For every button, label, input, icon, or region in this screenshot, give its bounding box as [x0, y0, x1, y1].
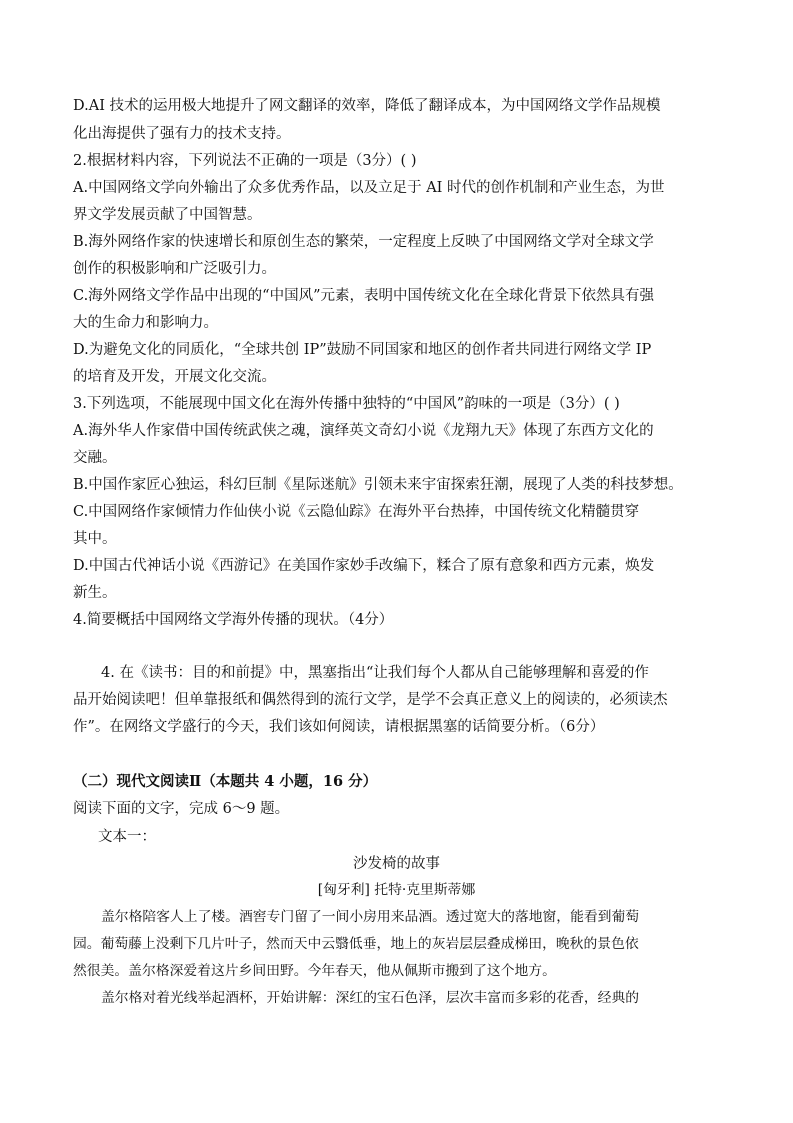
- section-heading: （二）现代文阅读Ⅱ（本题共 4 小题，16 分）: [73, 773, 378, 790]
- q2-option-d-line1: D.为避免文化的同质化，“全球共创 IP”鼓励不同国家和地区的创作者共同进行网络文学 IP: [73, 342, 652, 358]
- q3-option-d-line2: 新生。: [73, 585, 117, 601]
- story-p1-line1: 盖尔格陪客人上了楼。酒窖专门留了一间小房用来品酒。透过宽大的落地窗，能看到葡萄: [101, 909, 640, 925]
- q3-stem: 3.下列选项，不能展现中国文化在海外传播中独特的“中国风”韵味的一项是（3分）( ): [73, 396, 620, 412]
- q4b-line2: 品开始阅读吧！但单靠报纸和偶然得到的流行文学，是学不会真正意义上的阅读的，必须读杰: [73, 692, 668, 708]
- q3-option-a-line2: 交融。: [73, 450, 117, 466]
- q2-option-a-line2: 界文学发展贡献了中国智慧。: [73, 207, 262, 223]
- q2-option-c-line1: C.海外网络文学作品中出现的“中国风”元素，表明中国传统文化在全球化背景下依然具有强: [73, 288, 655, 304]
- q4b-line1: 4. 在《读书：目的和前提》中，黑塞指出“让我们每个人都从自己能够理解和喜爱的作: [101, 665, 649, 681]
- story-p1-line2: 园。葡萄藤上没剩下几片叶子，然而天中云翳低垂，地上的灰岩层层叠成梯田，晚秋的景色依: [73, 936, 639, 952]
- q2-option-b-line2: 创作的积极影响和广泛吸引力。: [73, 261, 276, 277]
- q2-option-b-line1: B.海外网络作家的快速增长和原创生态的繁荣，一定程度上反映了中国网络文学对全球文学: [73, 234, 654, 250]
- text-one-label: 文本一：: [98, 829, 156, 845]
- story-title: 沙发椅的故事: [353, 856, 440, 872]
- q3-option-d-line1: D.中国古代神话小说《西游记》在美国作家妙手改编下，糅合了原有意象和西方元素，焕发: [73, 558, 655, 574]
- q3-option-c-line1: C.中国网络作家倾情力作仙侠小说《云隐仙踪》在海外平台热捧，中国传统文化精髓贯穿: [73, 504, 640, 520]
- q1-option-d-line2: 化出海提供了强有力的技术支持。: [73, 126, 291, 142]
- q2-option-a-line1: A.中国网络文学向外输出了众多优秀作品，以及立足于 AI 时代的创作机制和产业生态，为世: [73, 180, 665, 196]
- story-author: [匈牙利] 托特·克里斯蒂娜: [317, 882, 476, 898]
- section-instruction: 阅读下面的文字，完成 6～9 题。: [73, 801, 290, 817]
- q3-option-b-line1: B.中国作家匠心独运，科幻巨制《星际迷航》引领未来宇宙探索狂潮，展现了人类的科技梦想。: [73, 477, 683, 493]
- q2-option-d-line2: 的培育及开发，开展文化交流。: [73, 369, 276, 385]
- q2-option-c-line2: 大的生命力和影响力。: [73, 315, 218, 331]
- q4b-line3: 作”。在网络文学盛行的今天，我们该如何阅读，请根据黑塞的话简要分析。（6分）: [73, 719, 605, 735]
- q3-option-a-line1: A.海外华人作家借中国传统武侠之魂，演绎英文奇幻小说《龙翔九天》体现了东西方文化的: [73, 423, 654, 439]
- q3-option-c-line2: 其中。: [73, 531, 117, 547]
- q4-stem: 4.简要概括中国网络文学海外传播的现状。（4分）: [73, 612, 394, 628]
- story-p1-line3: 然很美。盖尔格深爱着这片乡间田野。今年春天，他从佩斯市搬到了这个地方。: [73, 963, 556, 979]
- q2-stem: 2.根据材料内容，下列说法不正确的一项是（3分）( ): [73, 153, 417, 169]
- q1-option-d-line1: D.AI 技术的运用极大地提升了网文翻译的效率，降低了翻译成本，为中国网络文学作品规模: [73, 98, 661, 114]
- story-p2-line1: 盖尔格对着光线举起酒杯，开始讲解：深红的宝石色泽，层次丰富而多彩的花香，经典的: [101, 990, 640, 1006]
